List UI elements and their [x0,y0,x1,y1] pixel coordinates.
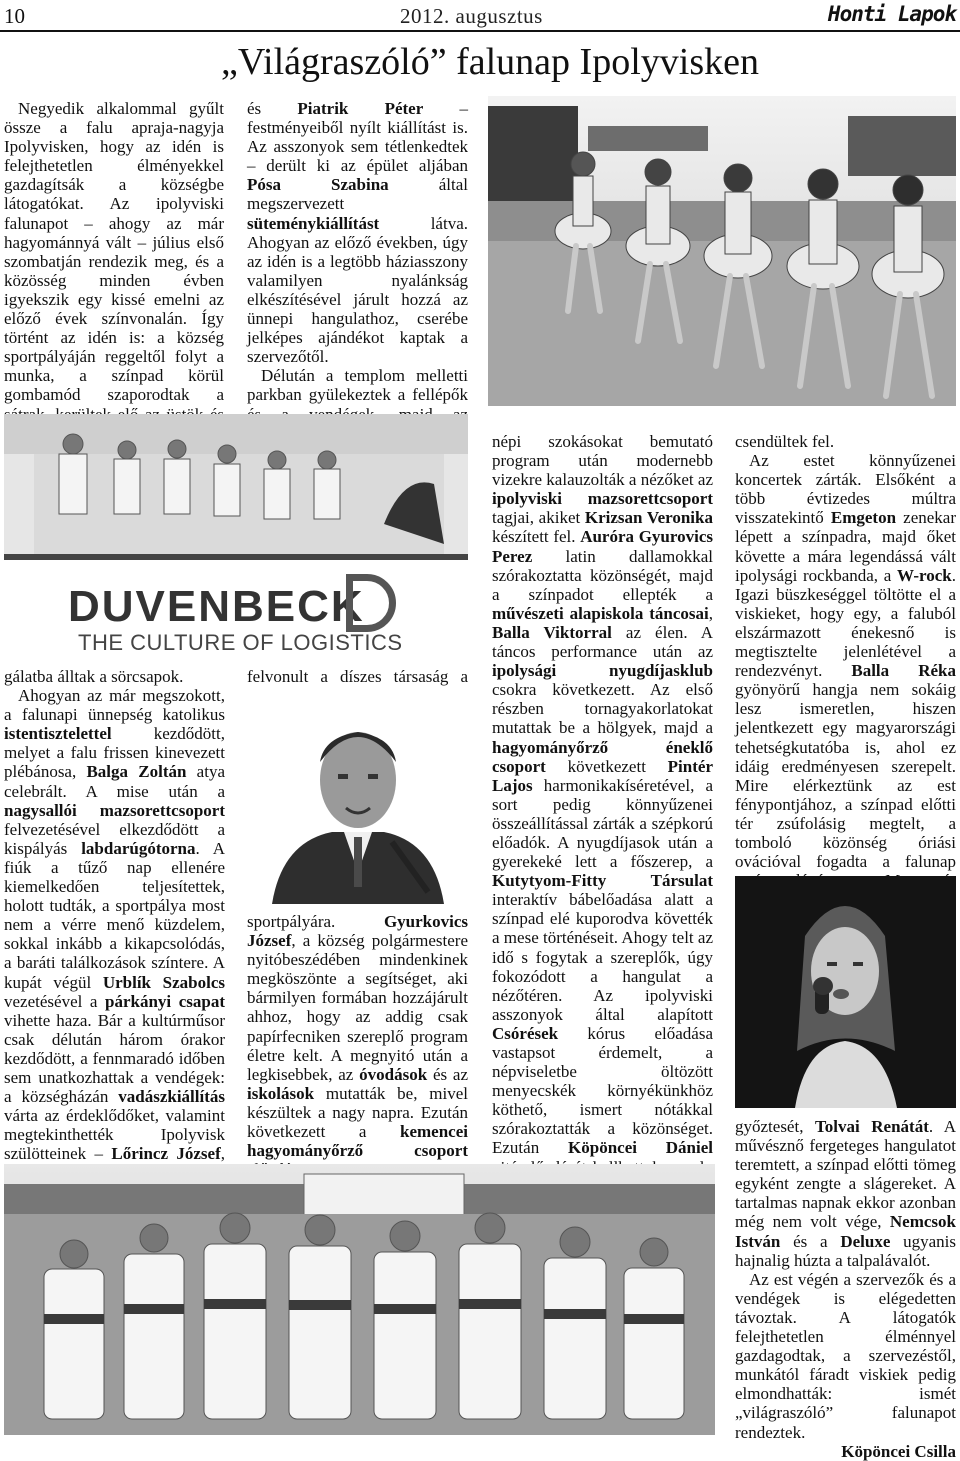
paragraph: csendültek fel. [735,432,835,451]
paragraph: és Piatrik Péter – festményeiből nyílt kiállítást is. Az asszonyok sem tétlenkedtek – derült ki az épület aljában Pósa Szabina által megszervezett süteménykiállítást látva. Ahogyan az előző években, úgy az idén is a legtöbb háziasszony valamilyen nyalánkság elkészítésével járult hozzá az ünnepi hangulathoz, cserébe jelképes ajándékot kaptak a szervezőtől. [247,99,468,367]
issue-date: 2012. augusztus [400,4,543,28]
page-number: 10 [4,4,25,28]
photo-folk-choir [4,1164,715,1435]
publication-name: Honti Lapok [827,2,956,26]
paragraph: győztesét, Tolvai Renátát. A művésznő fergeteges hangulatot teremtett, a színpad előtti tömeg egyként zengte a slágereket. A tartalmas napnak ekkor azonban még nem volt vége, Nemcsok István és a Deluxe ugyanis hajnalig húzta a talpalávalót. [735,1117,957,1270]
column-1-bottom [4,667,225,1183]
paragraph: Az est végén a szervezők és a vendégek is elégedetten távoztak. A látogatók felejthetetlen élménnyel gazdagodtak, a szervezéstől, munkától fáradt viskiek pedig elmondhatták: ismét „világraszóló” falunapot rendeztek. [735,1269,956,1442]
paragraph: Az estet könnyűzenei koncertek zárták. Elsőként a több évtizedes múltra visszatekintő Emgeton zenekar lépett a színpadra, majd őket követte a mára legendássá vált ipolysági rockbanda, a W-rock. Igazi büszkeséggel töltötte el a viskieket, hogy egy, a faluból elszármazott énekesnő is megtisztelte jelenlétével a rendezvényt. Balla Réka gyönyörű hangja nem sokáig lesz ismeretlen, hiszen jelentkezett egy magyarországi tehetségkutatóba is, ahol ez idáig eredményesen szerepelt. Mire elérkeztünk az est fénypontjához, a színpad előtti tér zsúfolásig megtelt, a tomboló közönség óriási ovációval fogadta a falunap [735,451,956,872]
sponsor-logo-name: DUVENBECK [68,582,365,631]
column-2-top [247,99,468,462]
column-2-bottom [247,912,468,1179]
photo-majorettes [488,96,956,406]
column-4-bottom [735,1117,956,1461]
paragraph: népi szokásokat bemutató program után modernebb vizekre kalauzolták a nézőket az ipolyviski mazsorettcsoport tagjai, akiket Krizsan Veronika készített fel. Auróra Gyurovics Perez latin dallamokkal szórakoztatta közönségét, majd a színpadot ellepték a művészeti alapiskola táncosai, Balla Viktorral az élen. A táncos performance után az ipolysági nyugdíjasklub csokra következett. Az első részben tornagyakorlatokat mutattak be a hölgyek, majd a hagyományőrző éneklő csoport következett Pintér Lajos harmonikakíséretével, a sort pedig könnyűzenei összeállítással zárták a szépkorú előadók. A nyugdíjasok után a gyerekeké lett a főszerep, a Kutytyom-Fitty Társulat interaktív bábelőadása alatt a színpad elé kuporodva követték a mese történéseit. Ahogy telt az idő s fogytak a szereplők, úgy fokozódott a hangulat a nézőtéren. Az ipolyviski asszonyok által alapított Csórések kórus előadása vastapsot érdemelt, a népviseletbe öltözött menyecskék környékünkhöz köthető, ismert nótákkal szórakoztatták a közönséget. Ezután Köpöncei Dániel [492,432,714,1158]
paragraph: Délután a templom melletti parkban gyülekeztek a fellépők [247,366,468,405]
photo-stage-children [4,414,468,664]
paragraph: gálatba álltak a sörcsapok. [4,667,184,686]
article-headline: „Világraszóló” falunap Ipolyvisken [221,41,759,83]
column-1-top [4,99,224,443]
paragraph: Ahogyan az már megszokott, a falunapi ünnepség katolikus istentisztelettel kezdődött, melyet a falu frissen kinevezett plébánosa, Balga Zoltán atya celebrált. A mise után a nagysallói mazsorettcsoport felvezetésével elkezdődött a kispályás labdarúgótorna. A fiúk a tűző nap ellenére kiemelkedően teljesítettek, holott tudták, a sportpálya most nem a vérre menő küzdelem, sokkal inkább a kikapcsolódás, a baráti találkozások színtere. A kupát végül Urblík Szabolcs vezetésével a párkányi csapat vihette haza. Bár a kultúrműsor csak délután három órakor kezdődött, a fennmaradó időben sem unatkozhattak a vendégek: a községházán vadászkiállítás várta az érdeklődőket, valamint megtekinthették Ipolyvisk szülötteinek – Lőrincz József, [4,686,225,1164]
paragraph: sportpályára. Gyurkovics József, a község polgármestere nyitóbeszédében mindenkinek megköszönte a segítséget, aki bármilyen formában hozzájárult ahhoz, hogy az addig csak papírfecniken szereplő program életre kelt. A megnyitó után a legkisebbek, az óvodások és az iskolások mutatták be, mivel készültek a nagy napra. Ezután következett a kemencei hagyományőrző csoport [247,912,468,1161]
paragraph: felvonult a díszes társaság a [247,667,468,686]
sponsor-slogan: THE CULTURE OF LOGISTICS [78,630,403,655]
header-rule [0,30,960,32]
column-3 [492,432,713,1215]
column-4-top [735,432,956,909]
paragraph: Negyedik alkalommal gyűlt össze a falu apraja-nagyja Ipolyvisken, hogy az idén is felejthetetlen élményekkel gazdagítsák a községbe látogatókat. Az ipolyviski falunapot – ahogy az már hagyománnyá vált – július első szombatján rendezik meg, és a közösség minden évben igyekszik egy kissé emelni az előző évek színvonalán. Így történt az idén is: a község sportpályáján reggeltől folyt a munka, a színpad körül gombamód szaporodtak a [4,99,224,405]
photo-singer [735,876,956,1108]
author-signature: Köpöncei Csilla [841,1441,956,1461]
photo-mayor-portrait [252,692,464,904]
column-2-middle [247,667,468,686]
